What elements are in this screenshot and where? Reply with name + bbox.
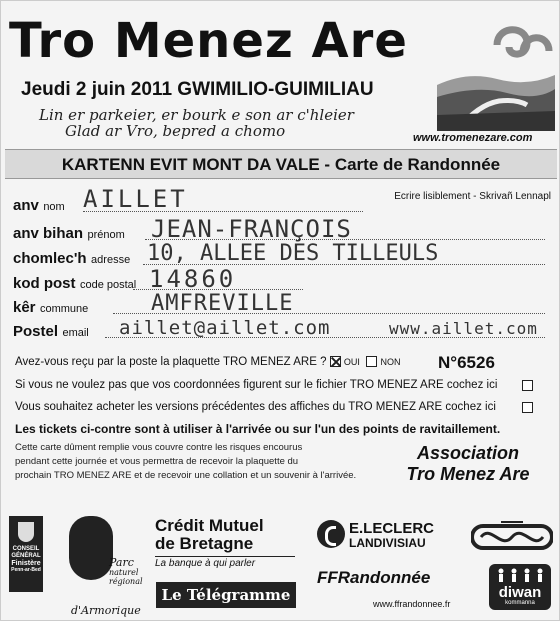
cg-line-4: Penn-ar-Bed	[11, 567, 41, 573]
association-line-1: Association	[416, 443, 520, 463]
field-commune	[13, 299, 88, 321]
label-fr: adresse	[91, 254, 131, 266]
motto-line-1: Lin er parkeier, er bourk e son ar c'hleier	[39, 106, 354, 124]
checkbox-posters[interactable]	[522, 402, 533, 413]
note-line-2: pendant cette journée et vous permettra de recevoir la plaquette du	[15, 456, 299, 467]
event-date-place: Jeudi 2 juin 2011 GWIMILIO-GUIMILIAU	[21, 79, 374, 100]
parc-line-4: d'Armorique	[71, 604, 141, 617]
parc-line-1: Parc	[109, 556, 134, 569]
note-line-1: Cette carte dûment remplie vous couvre contre les risques encourus	[15, 442, 303, 453]
label-oui: OUI	[343, 357, 360, 367]
value-prenom[interactable]: JEAN-FRANÇOIS	[151, 215, 352, 243]
motto	[39, 107, 354, 139]
field-email	[13, 323, 89, 345]
value-nom[interactable]: AILLET	[83, 185, 188, 213]
shield-icon	[18, 522, 34, 542]
cg-line-1: CONSEIL	[12, 546, 40, 552]
parc-armorique-logo	[63, 516, 153, 616]
checkbox-privacy[interactable]	[522, 380, 533, 391]
card-title: KARTENN EVIT MONT DA VALE - Carte de Randonnée	[61, 155, 501, 174]
cm-tagline: La banque à qui parler	[155, 556, 295, 569]
label-fr: commune	[39, 303, 89, 315]
label-br: kod post	[13, 275, 76, 292]
parc-sub	[109, 568, 143, 586]
parc-line-3: régional	[109, 577, 143, 586]
card-banner	[5, 149, 557, 179]
parc-emblem-icon	[69, 516, 113, 580]
sponsor-logos	[1, 506, 560, 621]
field-code-postal	[13, 275, 136, 297]
question-privacy: Si vous ne voulez pas que vos coordonnées figurent sur le fichier TRO MENEZ ARE cochez ici	[15, 379, 498, 391]
checkbox-non[interactable]	[366, 356, 377, 367]
diwan-name: diwan	[498, 584, 542, 601]
field-prenom	[13, 225, 125, 247]
leclerc-line-1: E.LECLERC	[349, 520, 435, 537]
leclerc-line-2: LANDIVISIAU	[349, 536, 426, 550]
label-br: anv	[13, 197, 39, 214]
leclerc-emblem-icon	[317, 520, 345, 548]
value-email[interactable]: aillet@aillet.com	[119, 317, 331, 339]
label-br: chomlec'h	[13, 250, 87, 267]
children-icon	[495, 568, 545, 582]
website-link[interactable]: www.tromenezare.com	[413, 132, 533, 144]
write-legibly-note: Ecrire lisiblement - Skrivañ Lennapl	[394, 191, 551, 202]
field-nom	[13, 197, 65, 219]
label-fr: nom	[43, 201, 65, 213]
value-code-postal[interactable]: 14860	[149, 265, 237, 293]
celtic-knot-icon	[471, 520, 553, 554]
association-line-2: Tro Menez Are	[406, 464, 530, 484]
parc-line-2: naturel	[109, 568, 139, 577]
ffrandonnee-logo: FFRandonnée	[317, 568, 431, 587]
le-telegramme-logo: Le Télégramme	[156, 582, 296, 608]
field-adresse	[13, 250, 130, 272]
diwan-sub: kommanna	[505, 600, 535, 606]
motto-line-2: Glad ar Vro, bepred a chomo	[65, 122, 286, 140]
tickets-info: Les tickets ci-contre sont à utiliser à l'arrivée ou sur l'un des points de ravitaillement.	[15, 422, 501, 436]
cg-line-2: GÉNÉRAL	[11, 553, 41, 559]
question-posters: Vous souhaitez acheter les versions précédentes des affiches du TRO MENEZ ARE cochez ici	[15, 401, 496, 413]
question-brochure	[15, 356, 401, 368]
label-fr: prénom	[87, 229, 125, 241]
credit-mutuel-logo	[155, 516, 295, 569]
ffrandonnee-url[interactable]: www.ffrandonnee.fr	[373, 599, 451, 609]
label-fr: code postal	[79, 279, 137, 291]
value-website[interactable]: www.aillet.com	[389, 319, 538, 338]
value-adresse[interactable]: 10, ALLEE DES TILLEULS	[147, 241, 439, 266]
insurance-note	[15, 441, 356, 483]
association-name	[394, 443, 542, 485]
label-non: NON	[380, 357, 401, 367]
label-fr: email	[62, 327, 89, 339]
question-brochure-text: Avez-vous reçu par la poste la plaquette TRO MENEZ ARE ?	[15, 356, 327, 368]
landscape-logo	[437, 5, 555, 131]
event-title: Tro Menez Are	[9, 13, 408, 69]
label-br: Postel	[13, 323, 59, 340]
conseil-general-logo	[9, 516, 43, 592]
value-commune[interactable]: AMFREVILLE	[151, 291, 294, 316]
cg-line-3: Finistère	[11, 560, 41, 567]
checkbox-oui[interactable]	[330, 356, 341, 367]
label-br: anv bihan	[13, 225, 84, 242]
cm-line-2: de Bretagne	[155, 534, 254, 553]
label-br: kêr	[13, 299, 36, 316]
card-number: N°6526	[438, 353, 495, 372]
cm-line-1: Crédit Mutuel	[155, 516, 264, 535]
diwan-logo	[489, 564, 551, 610]
note-line-3: prochain TRO MENEZ ARE et de recevoir une collation et un souvenir à l'arrivée.	[15, 470, 357, 481]
